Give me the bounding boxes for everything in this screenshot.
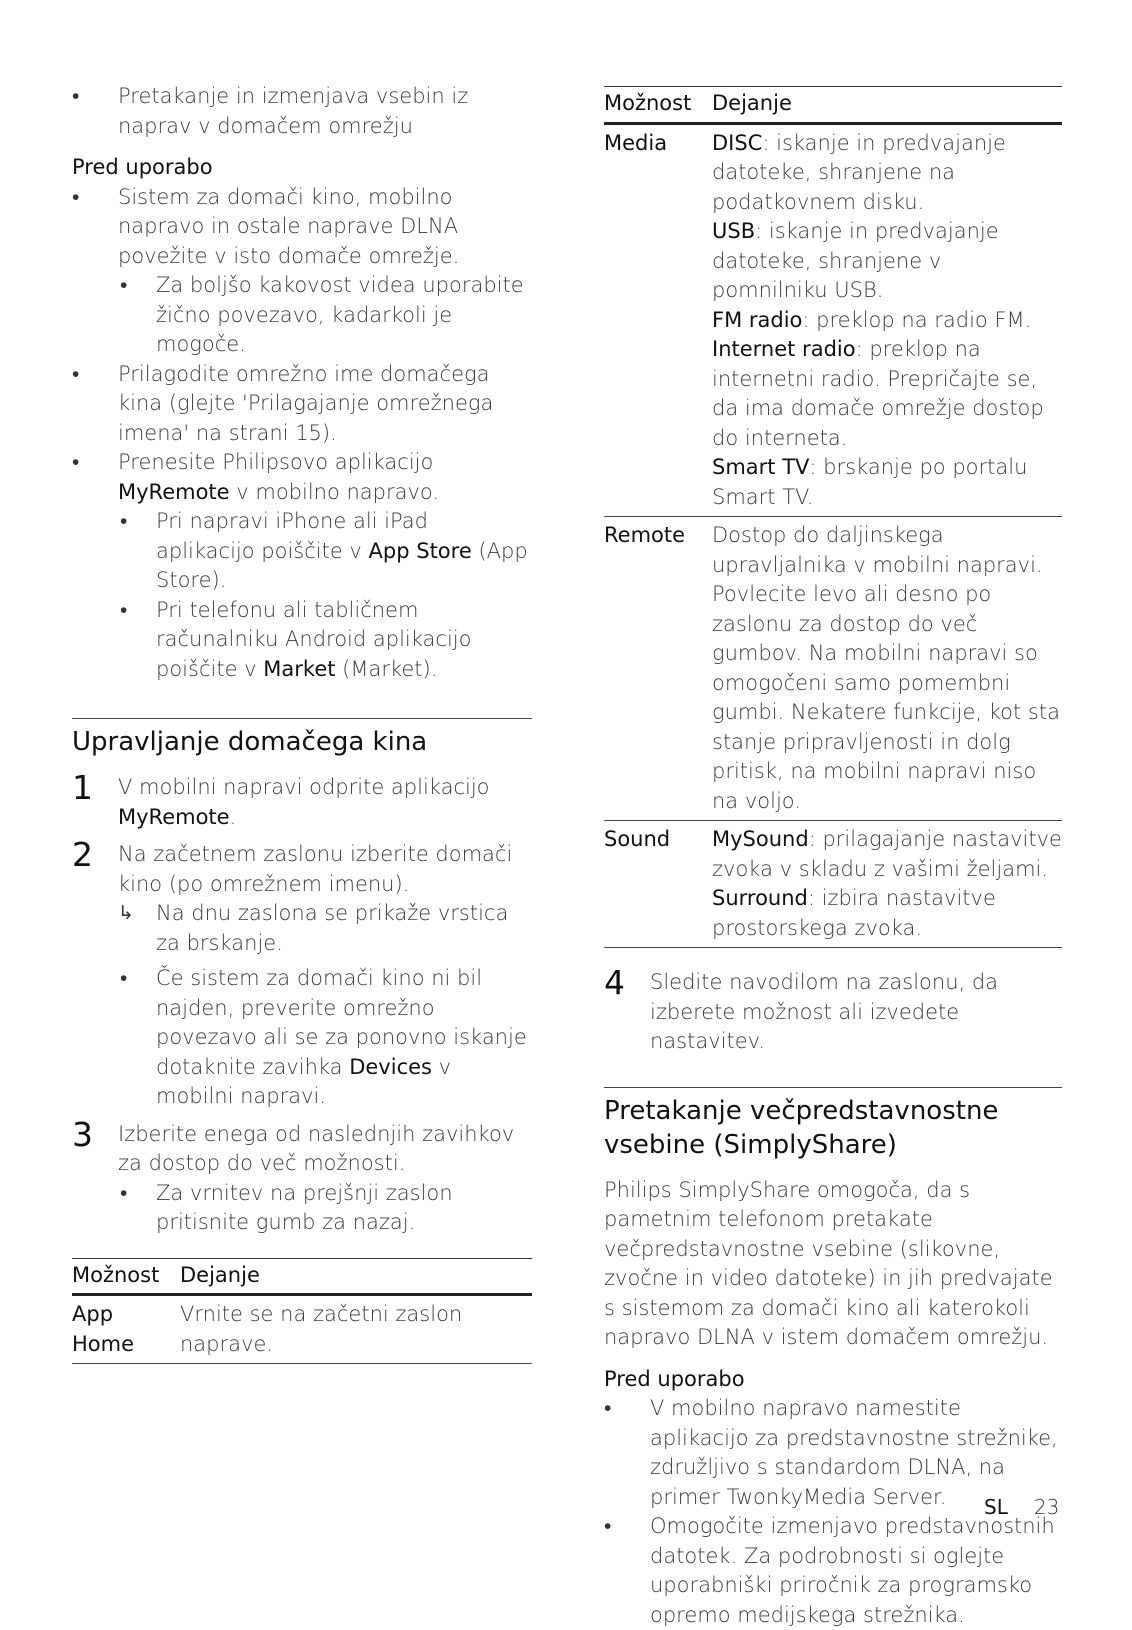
option-term: Smart TV bbox=[712, 455, 810, 479]
sound-surround bbox=[712, 884, 1062, 943]
step-subitem bbox=[72, 964, 532, 1112]
step-2 bbox=[72, 835, 532, 899]
media-internet-radio bbox=[712, 335, 1062, 453]
section-divider bbox=[72, 718, 532, 719]
tab-name: Devices bbox=[349, 1054, 432, 1079]
step-number: 1 bbox=[72, 768, 93, 807]
step-4 bbox=[604, 963, 1062, 1057]
text-span: : preklop na radio FM. bbox=[802, 307, 1032, 332]
option-cell: Media bbox=[604, 130, 668, 155]
text-span: (Market). bbox=[335, 656, 438, 681]
table-row bbox=[604, 517, 1062, 821]
section-divider bbox=[604, 1087, 1062, 1088]
section-intro: Philips SimplyShare omogoča, da s pametnim telefonom pretakate večpredstavnostne vsebine (slikovne, zvočne in video datoteke) in jih predvajate s sistemom za domači kino ali katerokoli napravo DLNA v istem domačem omrežju. bbox=[604, 1177, 1053, 1349]
before-use-item: • Prilagodite omrežno ime domačega kina (glejte 'Prilagajanje omrežnega imena' na strani 15). bbox=[72, 360, 532, 449]
table-header-row bbox=[72, 1258, 532, 1295]
page-number: 23 bbox=[1033, 1495, 1060, 1519]
column-header-option: Možnost bbox=[72, 1262, 160, 1287]
step-number: 4 bbox=[604, 963, 625, 1002]
step-subitem: • Za vrnitev na prejšnji zaslon pritisnite gumb za nazaj. bbox=[72, 1179, 532, 1238]
before-use-item bbox=[72, 448, 532, 507]
before-use-subitem bbox=[72, 596, 532, 685]
step-number: 3 bbox=[72, 1114, 93, 1154]
step-text: Na začetnem zaslonu izberite domači kino (po omrežnem imenu). bbox=[118, 842, 513, 896]
media-disc bbox=[712, 129, 1062, 218]
sound-mysound bbox=[712, 825, 1062, 884]
step-text: Sledite navodilom na zaslonu, da izberete možnost ali izvedete nastavitev. bbox=[650, 970, 999, 1053]
action-cell bbox=[712, 123, 1062, 517]
action-cell bbox=[712, 821, 1062, 948]
before-use-label: Pred uporabo bbox=[72, 155, 213, 179]
text-span: v mobilno napravo. bbox=[229, 479, 440, 504]
step-3 bbox=[72, 1114, 532, 1179]
before-use-subitem bbox=[72, 507, 532, 596]
step-1 bbox=[72, 768, 532, 832]
table-row bbox=[72, 1295, 532, 1364]
option-cell: App Home bbox=[72, 1302, 135, 1356]
store-name: App Store bbox=[368, 538, 472, 563]
table-row bbox=[604, 123, 1062, 517]
tab-options-table bbox=[604, 86, 1062, 948]
text-span: . bbox=[229, 804, 237, 829]
step-text: Izberite enega od naslednjih zavihkov za dostop do več možnosti. bbox=[118, 1121, 515, 1175]
option-term: DISC bbox=[712, 130, 763, 155]
text-span: Če sistem za domači kino ni bil najden, preverite omrežno povezavo ali se za ponovno iskanje dotaknite zavihka bbox=[156, 966, 527, 1079]
text-span: Na dnu zaslona se prikaže vrstica za brskanje. bbox=[156, 901, 509, 955]
column-header-action: Dejanje bbox=[180, 1262, 260, 1287]
action-cell: Dostop do daljinskega upravljalnika v mobilni napravi. Povlecite levo ali desno po zaslonu za dostop do več gumbov. Na mobilni napravi so omogočeni samo pomembni gumbi. Nekatere funkcije, kot sta stanje pripravljenosti in dolg pritisk, na mobilni napravi niso na voljo. bbox=[712, 523, 1060, 813]
media-fm-radio bbox=[712, 306, 1062, 336]
language-code: SL bbox=[984, 1495, 1008, 1519]
before-use-item: • V mobilno napravo namestite aplikacijo za predstavnostne strežnike, združljivo s standardom DLNA, na primer TwonkyMedia Server. bbox=[604, 1394, 1062, 1512]
text-span: Pri napravi iPhone ali iPad aplikacijo poiščite v bbox=[156, 509, 428, 563]
section-title: Pretakanje večpredstavnostne vsebine (SimplyShare) bbox=[604, 1095, 999, 1160]
app-name: MyRemote bbox=[118, 804, 230, 829]
action-cell: Vrnite se na začetni zaslon naprave. bbox=[180, 1302, 463, 1356]
store-name: Market bbox=[263, 656, 336, 681]
text-span: : iskanje in predvajanje datoteke, shranjene v pomnilniku USB. bbox=[712, 219, 999, 302]
text-span: (App Store). bbox=[156, 538, 528, 592]
page-footer bbox=[984, 1493, 1059, 1523]
option-cell: Remote bbox=[604, 523, 686, 547]
before-use-item: • Sistem za domači kino, mobilno napravo in ostale naprave DLNA povežite v isto domače omrežje. bbox=[72, 183, 532, 272]
text-span: v mobilni napravi. bbox=[156, 1054, 452, 1108]
text-span: Pri telefonu ali tabličnem računalniku Android aplikacijo poiščite v bbox=[156, 597, 472, 681]
step-text bbox=[118, 773, 532, 832]
before-use-subitem: • Za boljšo kakovost videa uporabite žično povezavo, kadarkoli je mogoče. bbox=[72, 271, 532, 360]
text-span: V mobilni napravi odprite aplikacijo bbox=[118, 775, 490, 799]
media-usb bbox=[712, 217, 1062, 306]
media-smart-tv bbox=[712, 453, 1062, 512]
option-term: USB bbox=[712, 219, 756, 243]
text-span: : izbira nastavitve prostorskega zvoka. bbox=[712, 886, 996, 940]
before-use-label: Pred uporabo bbox=[604, 1366, 745, 1391]
text-span: : iskanje in predvajanje datoteke, shranjene na podatkovnem disku. bbox=[712, 130, 1006, 214]
option-cell: Sound bbox=[604, 827, 671, 851]
right-column bbox=[604, 86, 1062, 1630]
step-number: 2 bbox=[72, 835, 93, 874]
before-use-item: • Omogočite izmenjavo predstavnostnih datotek. Za podrobnosti si oglejte uporabniški priročnik za programsko opremo medijskega strežnika. bbox=[604, 1512, 1062, 1630]
options-table bbox=[72, 1258, 532, 1365]
table-header-row bbox=[604, 87, 1062, 124]
left-column bbox=[72, 82, 532, 1364]
column-header-action: Dejanje bbox=[712, 91, 792, 115]
text-span: : brskanje po portalu Smart TV. bbox=[712, 455, 1028, 509]
section-title: Upravljanje domačega kina bbox=[72, 727, 428, 757]
column-header-option: Možnost bbox=[604, 91, 692, 115]
step-result bbox=[72, 899, 532, 958]
intro-bullet: • Pretakanje in izmenjava vsebin iz naprav v domačem omrežju bbox=[72, 82, 532, 141]
result-arrow-icon: ↳ bbox=[118, 902, 134, 924]
option-term: FM radio bbox=[712, 307, 803, 332]
text-span: : preklop na internetni radio. Prepričajte se, da ima domače omrežje dostop do interneta. bbox=[712, 337, 1044, 450]
option-term: Internet radio bbox=[712, 337, 856, 361]
table-row bbox=[604, 821, 1062, 948]
text-span: Prenesite Philipsovo aplikacijo bbox=[118, 450, 434, 474]
text-span: : prilagajanje nastavitve zvoka v skladu z vašimi željami. bbox=[712, 827, 1062, 881]
app-name: MyRemote bbox=[118, 479, 230, 504]
option-term: Surround bbox=[712, 886, 808, 910]
option-term: MySound bbox=[712, 827, 809, 851]
